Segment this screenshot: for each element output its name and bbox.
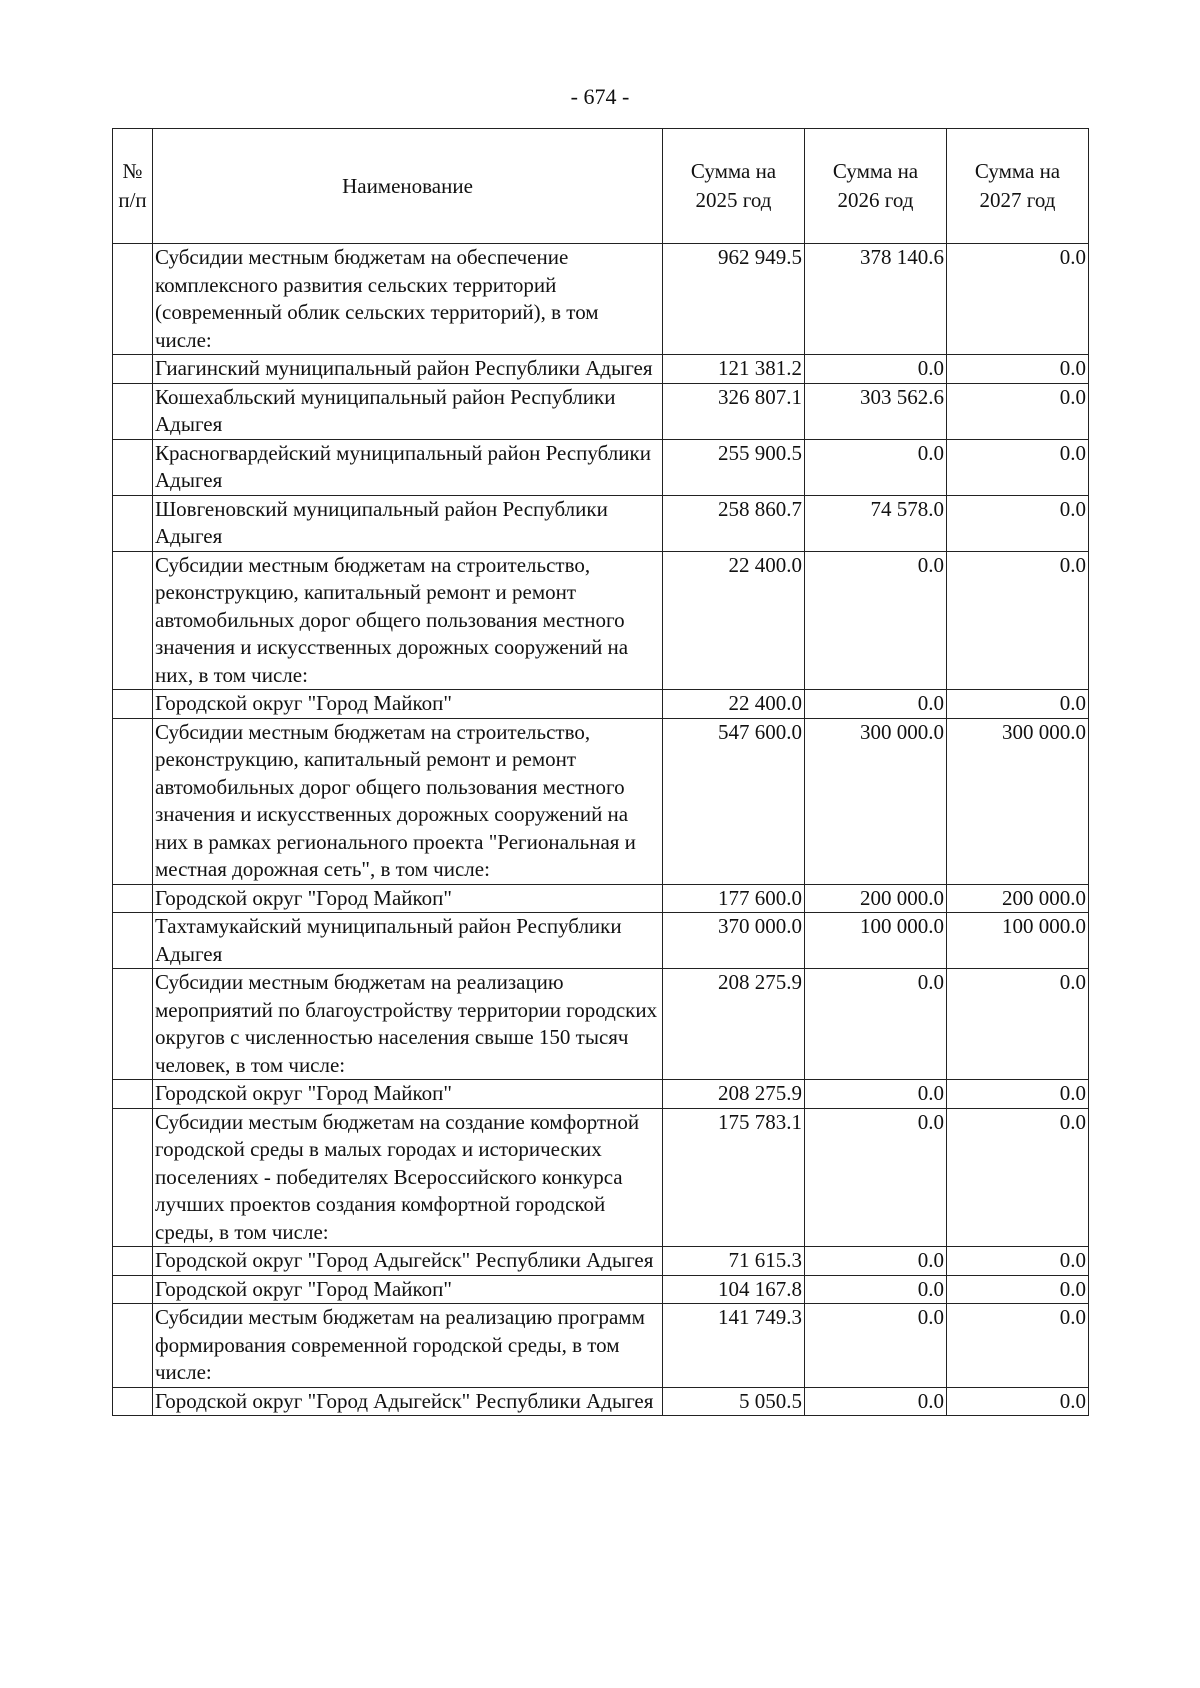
- amount-2025-cell: 104 167.8: [663, 1275, 805, 1304]
- row-number-cell: [113, 244, 153, 355]
- amount-2025-cell: 71 615.3: [663, 1247, 805, 1276]
- amount-2027-cell: 300 000.0: [947, 718, 1089, 884]
- amount-2025-cell: 208 275.9: [663, 969, 805, 1080]
- row-number-cell: [113, 1247, 153, 1276]
- table-row: [113, 690, 1089, 719]
- amount-2027-cell: 0.0: [947, 690, 1089, 719]
- row-name-cell: Субсидии местным бюджетам на реализацию мероприятий по благоустройству территории городских округов с численностью населения свыше 150 тысяч человек, в том числе:: [153, 969, 663, 1080]
- row-number-cell: [113, 884, 153, 913]
- row-number-cell: [113, 1108, 153, 1247]
- header-row: [113, 129, 1089, 244]
- table-row: [113, 383, 1089, 439]
- amount-2027-cell: 0.0: [947, 1387, 1089, 1416]
- amount-2026-cell: 0.0: [805, 1387, 947, 1416]
- row-number-cell: [113, 1275, 153, 1304]
- amount-2027-cell: 200 000.0: [947, 884, 1089, 913]
- header-2027: [947, 129, 1089, 244]
- row-name-cell: Тахтамукайский муниципальный район Республики Адыгея: [153, 913, 663, 969]
- row-name-cell: Субсидии местым бюджетам на создание комфортной городской среды в малых городах и исторических поселениях - победителях Всероссийского конкурса лучших проектов создания комфортной городской среды, в том числе:: [153, 1108, 663, 1247]
- header-2025-line2: 2025 год: [695, 188, 772, 212]
- amount-2026-cell: 0.0: [805, 690, 947, 719]
- table-row: [113, 1387, 1089, 1416]
- amount-2027-cell: 0.0: [947, 1108, 1089, 1247]
- amount-2027-cell: 0.0: [947, 495, 1089, 551]
- row-name-cell: Кошехабльский муниципальный район Республики Адыгея: [153, 383, 663, 439]
- header-2026-line1: Сумма на: [832, 159, 919, 183]
- amount-2027-cell: 100 000.0: [947, 913, 1089, 969]
- header-num-line1: №: [122, 159, 143, 183]
- table-header: [113, 129, 1089, 244]
- amount-2025-cell: 370 000.0: [663, 913, 805, 969]
- header-name: Наименование: [153, 129, 663, 244]
- amount-2027-cell: 0.0: [947, 1080, 1089, 1109]
- amount-2026-cell: 0.0: [805, 1108, 947, 1247]
- table-row: [113, 1108, 1089, 1247]
- row-name-cell: Гиагинский муниципальный район Республики Адыгея: [153, 355, 663, 384]
- amount-2025-cell: 121 381.2: [663, 355, 805, 384]
- row-number-cell: [113, 969, 153, 1080]
- amount-2026-cell: 0.0: [805, 439, 947, 495]
- page-number: - 674 -: [570, 84, 630, 109]
- amount-2027-cell: 0.0: [947, 1247, 1089, 1276]
- amount-2026-cell: 0.0: [805, 1275, 947, 1304]
- table-body: [113, 244, 1089, 1416]
- table-row: [113, 244, 1089, 355]
- row-number-cell: [113, 355, 153, 384]
- row-number-cell: [113, 913, 153, 969]
- header-2027-line1: Сумма на: [974, 159, 1061, 183]
- amount-2025-cell: 258 860.7: [663, 495, 805, 551]
- header-2025-line1: Сумма на: [690, 159, 777, 183]
- row-name-cell: Городской округ "Город Майкоп": [153, 1275, 663, 1304]
- table-row: [113, 1275, 1089, 1304]
- amount-2026-cell: 0.0: [805, 969, 947, 1080]
- amount-2025-cell: 5 050.5: [663, 1387, 805, 1416]
- amount-2026-cell: 300 000.0: [805, 718, 947, 884]
- row-name-cell: Городской округ "Город Майкоп": [153, 690, 663, 719]
- amount-2026-cell: 100 000.0: [805, 913, 947, 969]
- row-number-cell: [113, 718, 153, 884]
- amount-2025-cell: 962 949.5: [663, 244, 805, 355]
- amount-2026-cell: 200 000.0: [805, 884, 947, 913]
- amount-2027-cell: 0.0: [947, 383, 1089, 439]
- header-num: [113, 129, 153, 244]
- amount-2026-cell: 378 140.6: [805, 244, 947, 355]
- row-name-cell: Городской округ "Город Адыгейск" Республики Адыгея: [153, 1387, 663, 1416]
- amount-2027-cell: 0.0: [947, 439, 1089, 495]
- row-name-cell: Субсидии местным бюджетам на обеспечение комплексного развития сельских территорий (современный облик сельских территорий), в том числе:: [153, 244, 663, 355]
- amount-2025-cell: 141 749.3: [663, 1304, 805, 1388]
- amount-2025-cell: 326 807.1: [663, 383, 805, 439]
- amount-2026-cell: 0.0: [805, 355, 947, 384]
- row-number-cell: [113, 439, 153, 495]
- row-name-cell: Городской округ "Город Майкоп": [153, 1080, 663, 1109]
- header-2027-line2: 2027 год: [979, 188, 1056, 212]
- amount-2025-cell: 255 900.5: [663, 439, 805, 495]
- row-name-cell: Субсидии местным бюджетам на строительство, реконструкцию, капитальный ремонт и ремонт автомобильных дорог общего пользования местного значения и искусственных дорожных сооружений на них, в том числе:: [153, 551, 663, 690]
- row-name-cell: Городской округ "Город Адыгейск" Республики Адыгея: [153, 1247, 663, 1276]
- row-name-cell: Субсидии местным бюджетам на строительство, реконструкцию, капитальный ремонт и ремонт автомобильных дорог общего пользования местного значения и искусственных дорожных сооружений на них в рамках регионального проекта "Региональная и местная дорожная сеть", в том числе:: [153, 718, 663, 884]
- amount-2025-cell: 22 400.0: [663, 551, 805, 690]
- table-row: [113, 495, 1089, 551]
- amount-2027-cell: 0.0: [947, 1304, 1089, 1388]
- header-num-line2: п/п: [118, 188, 147, 212]
- table-row: [113, 1247, 1089, 1276]
- table-row: [113, 913, 1089, 969]
- amount-2025-cell: 177 600.0: [663, 884, 805, 913]
- table-row: [113, 1304, 1089, 1388]
- table-row: [113, 551, 1089, 690]
- table-row: [113, 1080, 1089, 1109]
- header-2026-line2: 2026 год: [837, 188, 914, 212]
- header-2025: [663, 129, 805, 244]
- row-name-cell: Городской округ "Город Майкоп": [153, 884, 663, 913]
- amount-2026-cell: 74 578.0: [805, 495, 947, 551]
- row-name-cell: Субсидии местым бюджетам на реализацию программ формирования современной городской среды, в том числе:: [153, 1304, 663, 1388]
- row-name-cell: Шовгеновский муниципальный район Республики Адыгея: [153, 495, 663, 551]
- amount-2027-cell: 0.0: [947, 969, 1089, 1080]
- row-number-cell: [113, 690, 153, 719]
- amount-2025-cell: 547 600.0: [663, 718, 805, 884]
- row-number-cell: [113, 495, 153, 551]
- row-number-cell: [113, 1387, 153, 1416]
- table-row: [113, 969, 1089, 1080]
- amount-2027-cell: 0.0: [947, 355, 1089, 384]
- table-row: [113, 884, 1089, 913]
- amount-2026-cell: 0.0: [805, 1247, 947, 1276]
- row-number-cell: [113, 551, 153, 690]
- amount-2027-cell: 0.0: [947, 244, 1089, 355]
- row-number-cell: [113, 1080, 153, 1109]
- amount-2025-cell: 175 783.1: [663, 1108, 805, 1247]
- amount-2025-cell: 208 275.9: [663, 1080, 805, 1109]
- row-name-cell: Красногвардейский муниципальный район Республики Адыгея: [153, 439, 663, 495]
- header-2026: [805, 129, 947, 244]
- budget-table: [112, 128, 1089, 1416]
- table-row: [113, 355, 1089, 384]
- row-number-cell: [113, 383, 153, 439]
- row-number-cell: [113, 1304, 153, 1388]
- amount-2026-cell: 0.0: [805, 551, 947, 690]
- amount-2027-cell: 0.0: [947, 1275, 1089, 1304]
- table-row: [113, 718, 1089, 884]
- amount-2026-cell: 0.0: [805, 1080, 947, 1109]
- amount-2027-cell: 0.0: [947, 551, 1089, 690]
- amount-2025-cell: 22 400.0: [663, 690, 805, 719]
- table-row: [113, 439, 1089, 495]
- amount-2026-cell: 0.0: [805, 1304, 947, 1388]
- amount-2026-cell: 303 562.6: [805, 383, 947, 439]
